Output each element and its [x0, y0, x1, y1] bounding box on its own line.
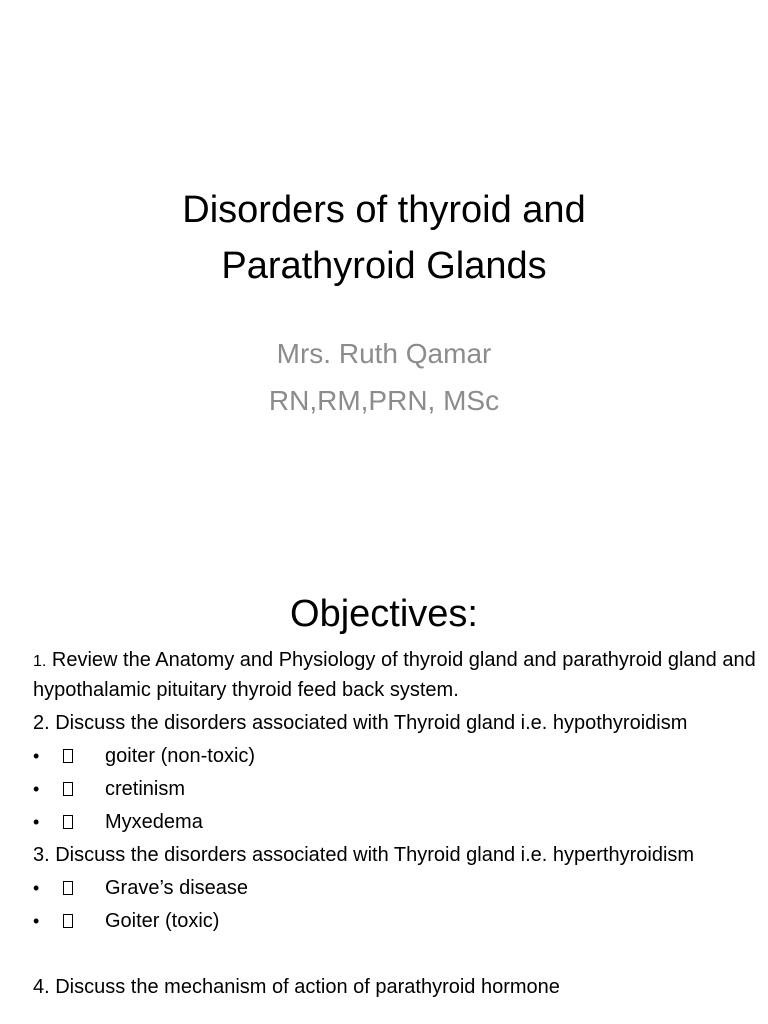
missing-glyph-box-icon	[63, 749, 73, 763]
bullet-text: Myxedema	[105, 811, 203, 833]
objective-2-bullet	[33, 742, 758, 770]
missing-glyph-box-icon	[63, 914, 73, 928]
objective-2: 2. Discuss the disorders associated with Thyroid gland i.e. hypothyroidism	[33, 712, 688, 734]
author-block	[0, 330, 768, 424]
missing-glyph-box-icon	[63, 881, 73, 895]
title-line-2: Parathyroid Glands	[221, 245, 547, 287]
objective-3: 3. Discuss the disorders associated with Thyroid gland i.e. hyperthyroidism	[33, 844, 695, 866]
missing-glyph-box-icon	[63, 782, 73, 796]
bullet-dot: •	[33, 878, 40, 898]
presentation-title	[0, 182, 768, 294]
bullet-dot: •	[33, 911, 40, 931]
objectives-title: Objectives:	[290, 593, 478, 635]
objective-1	[33, 646, 758, 704]
title-line-1: Disorders of thyroid and	[182, 189, 586, 231]
author-name: Mrs. Ruth Qamar	[276, 338, 492, 369]
bullet-text: Goiter (toxic)	[105, 910, 220, 932]
bullet-dot: •	[33, 746, 40, 766]
objective-3-bullet	[33, 874, 758, 902]
objective-2-bullet	[33, 775, 758, 803]
objectives-slide	[0, 576, 768, 1024]
bullet-text: Grave’s disease	[105, 877, 249, 899]
bullet-text: goiter (non-toxic)	[105, 745, 256, 767]
bullet-text: cretinism	[105, 778, 186, 800]
author-credentials: RN,RM,PRN, MSc	[268, 385, 500, 416]
bullet-dot: •	[33, 812, 40, 832]
missing-glyph-box-icon	[63, 815, 73, 829]
objectives-list	[33, 646, 758, 1006]
bullet-dot: •	[33, 779, 40, 799]
spacer	[33, 940, 758, 973]
objective-3-bullet	[33, 907, 758, 935]
objective-4: 4. Discuss the mechanism of action of parathyroid hormone	[33, 976, 560, 998]
objective-2-bullet	[33, 808, 758, 836]
objective-1-number: 1.	[33, 653, 47, 670]
objective-1-text: Review the Anatomy and Physiology of thyroid gland and parathyroid gland and hypothalamic pituitary thyroid feed back system.	[33, 649, 756, 701]
